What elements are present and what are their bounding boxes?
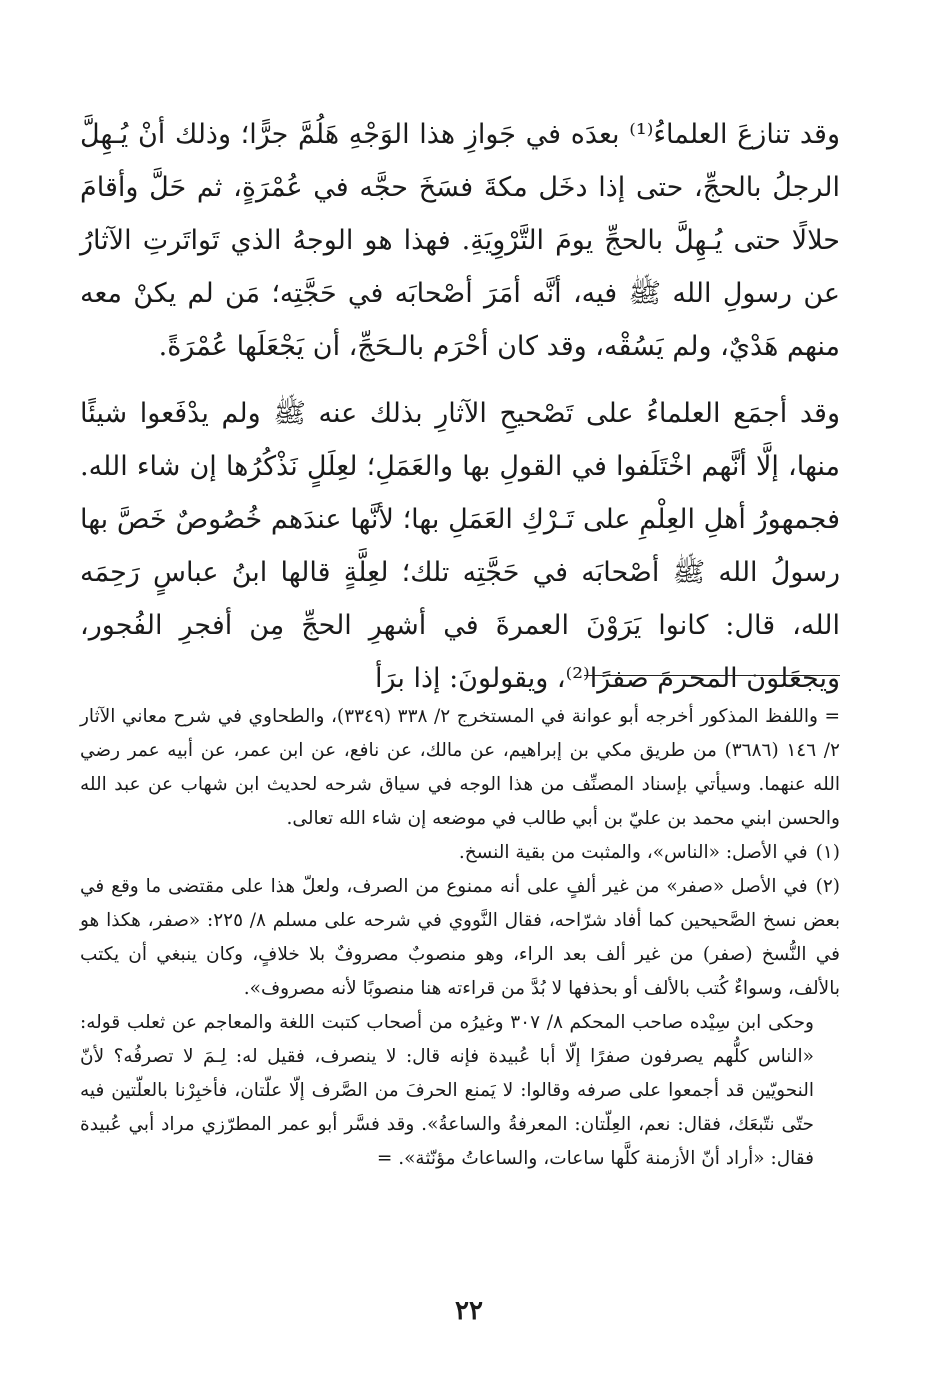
footnote-2-text: في الأصل «صفر» من غير ألفٍ على أنه ممنوع من الصرف، ولعلّ هذا على مقتضى ما وقع في بعض نسخ الصَّحيحين كما أفاد شرّاحه، فقال النَّووي في شرحه على مسلم ٨/ ٢٢٥: «صفر، هكذا هو في النُّسخ (صفر) من غير ألف بعد الراء، وهو منصوبٌ مصروفٌ بلا خلافٍ، وكان ينبغي أن يكتب بالألف، وسواءٌ كُتب بالألف أو بحذفها لا بُدَّ من قراءته هنا منصوبًا لأنه مصروف». xyxy=(80,876,840,999)
footnote-2-continuation: وحكى ابن سِيْده صاحب المحكم ٨/ ٣٠٧ وغيرُه من أصحاب كتبت اللغة والمعاجم عن ثعلب قوله: «الناس كلُّهم يصرفون صفرًا إلّا أبا عُبيدة فإنه قال: لا ينصرف، فقيل له: لِـمَ لا تصرفُه؟ لأنّ النحويّين قد أجمعوا على صرفه وقالوا: لا يَمنع الحرفَ من الصَّرف إلّا علّتان، فأخبِرْنا بالعلّتين فيه حتّى نتّبعَك، فقال: نعم، العِلّتان: المعرفةُ والساعةُ». وقد فسَّر أبو عمر المطرّزي مراد أبي عُبيدة فقال: «أراد أنّ الأزمنة كلَّها ساعات، والساعاتُ مؤنّثة». = xyxy=(80,1012,814,1169)
footnote-separator-line xyxy=(584,675,840,676)
footnote-1 xyxy=(80,836,840,870)
footnote-2 xyxy=(80,870,840,1006)
page-number: ٢٢ xyxy=(455,1296,483,1326)
main-text-block xyxy=(80,108,840,705)
main-paragraph-2: وقد أجمَع العلماءُ على تَصْحيحِ الآثارِ بذلك عنه ﷺ ولم يدْفَعوا شيئًا منها، إلَّا أنَّهم اخْتَلَفوا في القولِ بها والعَمَلِ؛ لعِلَلٍ نَذْكُرُها إن شاء الله. فجمهورُ أهلِ العِلْمِ على تَـرْكِ العَمَلِ بها؛ لأنَّها عندَهم خُصُوصٌ خَصَّ بها رسولُ الله ﷺ أصْحابَه في حَجَّتِه تلك؛ لعِلَّةٍ قالها ابنُ عباسٍ رَحِمَه الله، قال: كانوا يَرَوْنَ العمرةَ في أشهرِ الحجِّ مِن أفجرِ الفُجور، ويجعَلون المحرمَ صفرًا⁽²⁾، ويقولونَ: إذا برَأ xyxy=(80,398,840,694)
footnote-2-marker: (٢) xyxy=(815,876,840,897)
footnote-continuation: = واللفظ المذكور أخرجه أبو عوانة في المستخرج ٢/ ٣٣٨ (٣٣٤٩)، والطحاوي في شرح معاني الآثار ٢/ ١٤٦ (٣٦٨٦) من طريق مكي بن إبراهيم، عن مالك، عن نافع، عن ابن عمر، عن أبيه عمر رضي الله عنهما. وسيأتي بإسناد المصنِّف من هذا الوجه في سياق شرحه لحديث ابن شهاب عن عبد الله والحسن ابني محمد بن عليّ بن أبي طالب في موضعه إن شاء الله تعالى. xyxy=(80,706,840,829)
footnote-1-text: في الأصل: «الناس»، والمثبت من بقية النسخ. xyxy=(458,842,808,863)
main-paragraph-1: وقد تنازعَ العلماءُ⁽¹⁾ بعدَه في جَوازِ هذا الوَجْهِ هَلُمَّ جرًّا؛ وذلك أنْ يُـهِلَّ الرجلُ بالحجِّ، حتى إذا دخَل مكةَ فسَخَ حجَّه في عُمْرَةٍ، ثم حَلَّ وأقامَ حلالًا حتى يُـهِلَّ بالحجِّ يومَ التَّرْوِيَةِ. فهذا هو الوجهُ الذي تَواتَرتِ الآثارُ عن رسولِ الله ﷺ فيه، أنَّه أمَرَ أصْحابَه في حَجَّتِه؛ مَن لم يكنْ معه منهم هَدْيٌ، ولم يَسُقْه، وقد كان أحْرَم بالـحَجِّ، أن يَجْعَلَها عُمْرَةً. xyxy=(80,119,840,362)
footnotes-block xyxy=(80,700,840,1176)
footnote-1-marker: (١) xyxy=(815,842,840,863)
